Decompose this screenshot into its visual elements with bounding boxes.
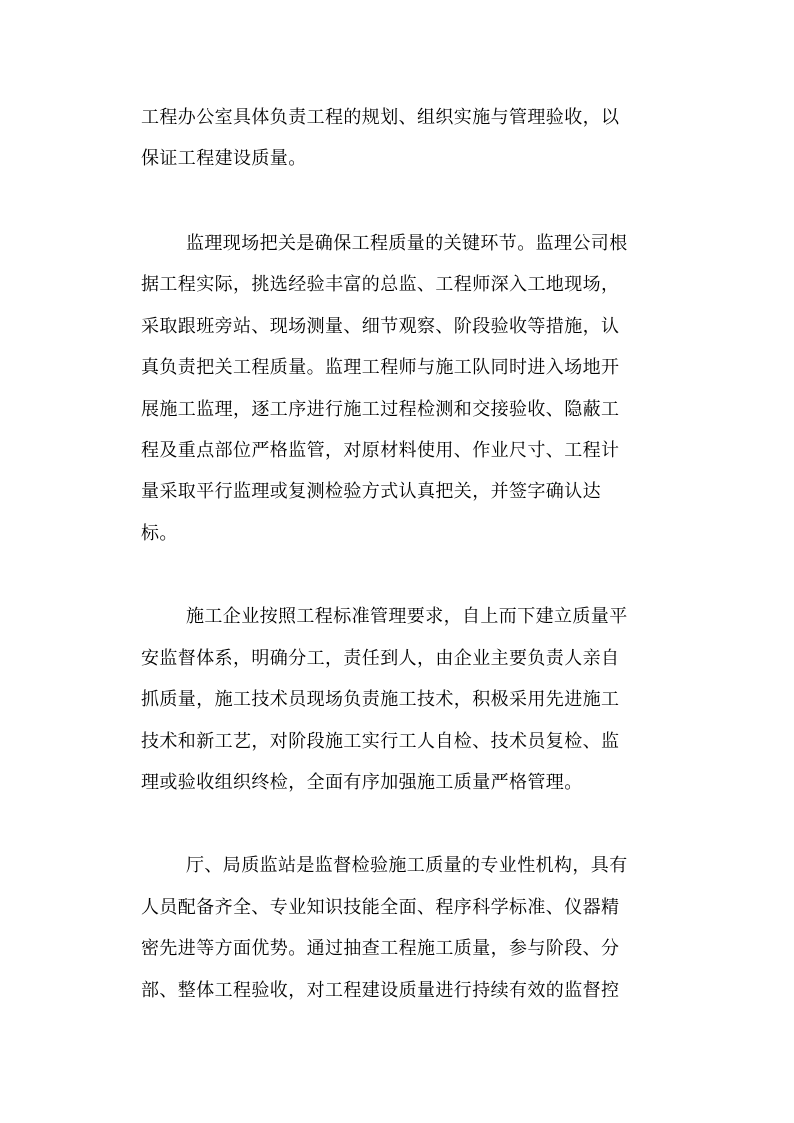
paragraph-2-line-6: 程及重点部位严格监管，对原材料使用、作业尺寸、工程计 [141, 440, 620, 461]
paragraph-2-line-8: 标。 [141, 523, 178, 544]
paragraph-2-line-4: 真负责把关工程质量。监理工程师与施工队同时进入场地开 [141, 357, 620, 378]
paragraph-4-line-2: 人员配备齐全、专业知识技能全面、程序科学标准、仪器精 [141, 897, 620, 918]
paragraph-1-line-2: 保证工程建设质量。 [141, 148, 307, 169]
paragraph-4-line-1: 厅、局质监站是监督检验施工质量的专业性机构，具有 [186, 855, 628, 876]
paragraph-3-line-3: 抓质量，施工技术员现场负责施工技术，积极采用先进施工 [141, 689, 620, 710]
paragraph-4-line-4: 部、整体工程验收，对工程建设质量进行持续有效的监督控 [141, 980, 620, 1001]
paragraph-2-line-7: 量采取平行监理或复测检验方式认真把关，并签字确认达 [141, 481, 601, 502]
paragraph-3-line-5: 理或验收组织终检，全面有序加强施工质量严格管理。 [141, 772, 583, 793]
paragraph-4-line-3: 密先进等方面优势。通过抽查工程施工质量，参与阶段、分 [141, 938, 620, 959]
paragraph-3-line-1: 施工企业按照工程标准管理要求，自上而下建立质量平 [186, 606, 628, 627]
paragraph-3-line-4: 技术和新工艺，对阶段施工实行工人自检、技术员复检、监 [141, 731, 620, 752]
paragraph-3-line-2: 安监督体系，明确分工，责任到人，由企业主要负责人亲自 [141, 648, 620, 669]
paragraph-1-line-1: 工程办公室具体负责工程的规划、组织实施与管理验收，以 [141, 107, 620, 128]
paragraph-2-line-3: 采取跟班旁站、现场测量、细节观察、阶段验收等措施，认 [141, 316, 620, 337]
paragraph-2-line-5: 展施工监理，逐工序进行施工过程检测和交接验收、隐蔽工 [141, 399, 620, 420]
paragraph-2-line-1: 监理现场把关是确保工程质量的关键环节。监理公司根 [186, 233, 628, 254]
paragraph-2-line-2: 据工程实际，挑选经验丰富的总监、工程师深入工地现场， [141, 274, 620, 295]
